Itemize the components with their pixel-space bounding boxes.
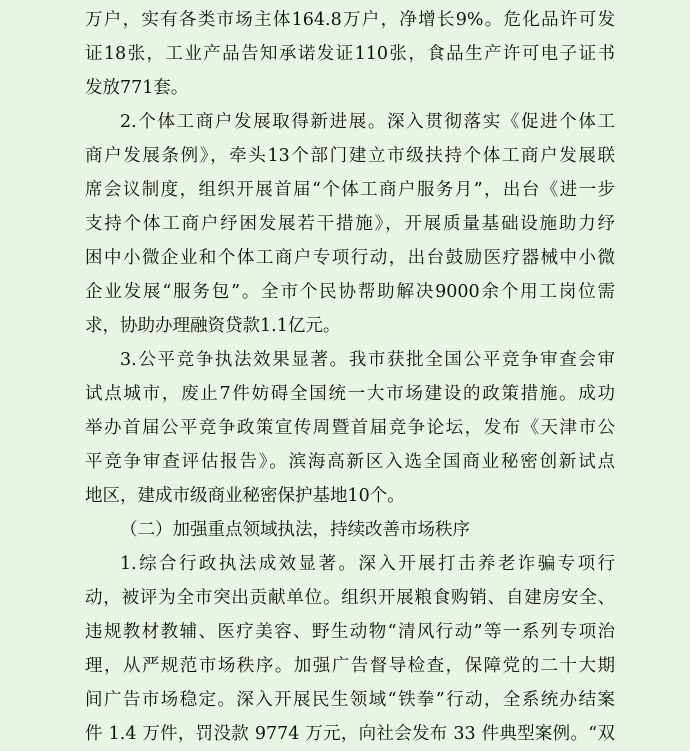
paragraph-first-line: 3.公平竞争执法效果显著。我市获批全国公平竞争审查会审: [120, 350, 615, 370]
text-line: 地区，建成市级商业秘密保护基地10个。: [85, 486, 405, 506]
text-line: 企业发展“服务包”。全市个民协帮助解决9000余个用工岗位需: [85, 282, 615, 302]
text-line: 席会议制度，组织开展首届“个体工商户服务月”，出台《进一步: [85, 180, 615, 200]
paragraph-first-line: 1.综合行政执法成效显著。深入开展打击养老诈骗专项行: [120, 554, 615, 574]
text-line: 举办首届公平竞争政策宣传周暨首届竞争论坛，发布《天津市公: [85, 418, 615, 438]
section-heading: （二）加强重点领域执法，持续改善市场秩序: [120, 520, 470, 540]
text-line: 间广告市场稳定。深入开展民生领域“铁拳”行动，全系统办结案: [85, 690, 615, 710]
text-line: 件 1.4 万件，罚没款 9774 万元，向社会发布 33 件典型案例。“双: [85, 724, 615, 744]
text-line: 支持个体工商户纾困发展若干措施》，开展质量基础设施助力纾: [85, 214, 615, 234]
text-line: 违规教材教辅、医疗美容、野生动物“清风行动”等一系列专项治: [85, 622, 615, 642]
text-line: 理，从严规范市场秩序。加强广告督导检查，保障党的二十大期: [85, 656, 615, 676]
text-line: 求，协助办理融资贷款1.1亿元。: [85, 316, 341, 336]
text-line: 商户发展条例》，牵头13个部门建立市级扶持个体工商户发展联: [85, 146, 615, 166]
text-line: 试点城市，废止7件妨碍全国统一大市场建设的政策措施。成功: [85, 384, 615, 404]
paragraph-first-line: 2.个体工商户发展取得新进展。深入贯彻落实《促进个体工: [120, 112, 615, 132]
text-line: 动，被评为全市突出贡献单位。组织开展粮食购销、自建房安全、: [85, 588, 615, 608]
text-line: 困中小微企业和个体工商户专项行动，出台鼓励医疗器械中小微: [85, 248, 615, 268]
text-line: 万户，实有各类市场主体164.8万户，净增长9%。危化品许可发: [85, 10, 615, 30]
text-line: 发放771套。: [85, 78, 189, 98]
text-line: 证18张，工业产品告知承诺发证110张，食品生产许可电子证书: [85, 44, 615, 64]
text-line: 平竞争审查评估报告》。滨海高新区入选全国商业秘密创新试点: [85, 452, 615, 472]
